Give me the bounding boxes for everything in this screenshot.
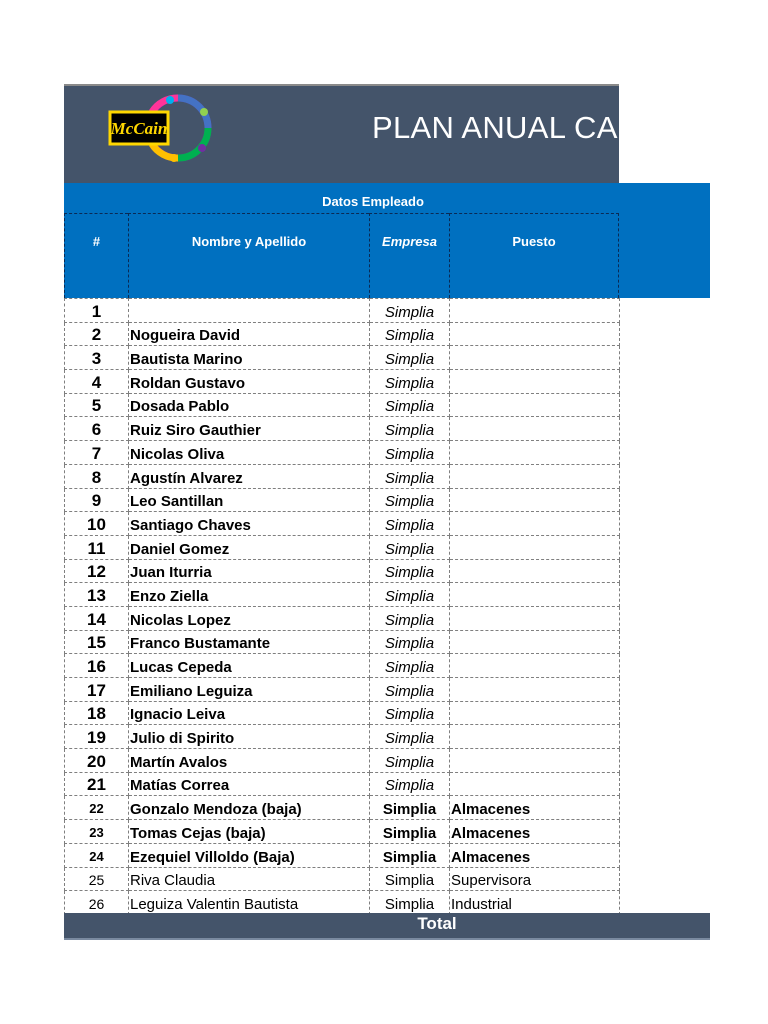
- row-number[interactable]: 12: [65, 559, 129, 583]
- table-row: [65, 725, 620, 749]
- row-number[interactable]: 21: [65, 772, 129, 796]
- table-row: [65, 796, 620, 820]
- employee-name-cell[interactable]: Leguiza Valentin Bautista: [129, 891, 370, 915]
- empresa-cell[interactable]: Simplia: [370, 417, 450, 441]
- employee-name-cell[interactable]: Daniel Gomez: [129, 535, 370, 559]
- employee-name-cell[interactable]: Nicolas Lopez: [129, 606, 370, 630]
- puesto-cell[interactable]: [450, 701, 620, 725]
- employee-name-cell[interactable]: Dosada Pablo: [129, 393, 370, 417]
- row-number[interactable]: 19: [65, 725, 129, 749]
- puesto-cell[interactable]: [450, 559, 620, 583]
- empresa-cell[interactable]: Simplia: [370, 393, 450, 417]
- table-row: [65, 772, 620, 796]
- puesto-cell[interactable]: [450, 772, 620, 796]
- employee-name-cell[interactable]: Riva Claudia: [129, 867, 370, 891]
- row-number[interactable]: 20: [65, 749, 129, 773]
- row-number[interactable]: 4: [65, 370, 129, 394]
- row-number[interactable]: 10: [65, 512, 129, 536]
- employee-name-cell[interactable]: Franco Bustamante: [129, 630, 370, 654]
- empresa-cell[interactable]: Simplia: [370, 370, 450, 394]
- employee-name-cell[interactable]: Roldan Gustavo: [129, 370, 370, 394]
- empresa-cell[interactable]: Simplia: [370, 322, 450, 346]
- mccain-logo: [108, 90, 220, 168]
- employee-name-cell[interactable]: Martín Avalos: [129, 749, 370, 773]
- empresa-cell[interactable]: Simplia: [370, 606, 450, 630]
- employee-name-cell[interactable]: Tomas Cejas (baja): [129, 820, 370, 844]
- puesto-cell[interactable]: Supervisora: [450, 867, 620, 891]
- row-number[interactable]: 2: [65, 322, 129, 346]
- row-number[interactable]: 14: [65, 606, 129, 630]
- table-row: [65, 583, 620, 607]
- table-row: [65, 678, 620, 702]
- empresa-cell[interactable]: Simplia: [370, 749, 450, 773]
- empresa-cell[interactable]: Simplia: [370, 346, 450, 370]
- table-row: [65, 559, 620, 583]
- table-row: [65, 535, 620, 559]
- puesto-cell[interactable]: [450, 678, 620, 702]
- table-row: [65, 488, 620, 512]
- row-number[interactable]: 8: [65, 464, 129, 488]
- puesto-cell[interactable]: [450, 535, 620, 559]
- row-number[interactable]: 9: [65, 488, 129, 512]
- puesto-cell[interactable]: [450, 749, 620, 773]
- table-row: [65, 606, 620, 630]
- puesto-cell[interactable]: Almacenes: [450, 796, 620, 820]
- col-header-empresa: Empresa: [369, 213, 449, 298]
- empresa-cell[interactable]: Simplia: [370, 535, 450, 559]
- col-header-name: Nombre y Apellido: [128, 213, 369, 298]
- table-row: [65, 843, 620, 867]
- puesto-cell[interactable]: [450, 393, 620, 417]
- row-number[interactable]: 11: [65, 535, 129, 559]
- employee-name-cell[interactable]: Leo Santillan: [129, 488, 370, 512]
- puesto-cell[interactable]: Industrial: [450, 891, 620, 915]
- empresa-cell[interactable]: Simplia: [370, 512, 450, 536]
- empresa-cell[interactable]: Simplia: [370, 678, 450, 702]
- puesto-cell[interactable]: [450, 299, 620, 323]
- employee-name-cell[interactable]: Juan Iturria: [129, 559, 370, 583]
- svg-text:McCain: McCain: [110, 119, 168, 138]
- row-number[interactable]: 25: [65, 867, 129, 891]
- empresa-cell[interactable]: Simplia: [370, 299, 450, 323]
- empresa-cell[interactable]: Simplia: [370, 654, 450, 678]
- puesto-cell[interactable]: [450, 322, 620, 346]
- puesto-cell[interactable]: [450, 464, 620, 488]
- table-row: [65, 441, 620, 465]
- employee-name-cell[interactable]: Ignacio Leiva: [129, 701, 370, 725]
- row-number[interactable]: 24: [65, 843, 129, 867]
- table-row: [65, 512, 620, 536]
- puesto-cell[interactable]: Almacenes: [450, 820, 620, 844]
- row-number[interactable]: 5: [65, 393, 129, 417]
- employee-name-cell[interactable]: Julio di Spirito: [129, 725, 370, 749]
- employee-name-cell[interactable]: Matías Correa: [129, 772, 370, 796]
- table-row: [65, 701, 620, 725]
- row-number[interactable]: 13: [65, 583, 129, 607]
- table-row: [65, 820, 620, 844]
- employee-name-cell[interactable]: Santiago Chaves: [129, 512, 370, 536]
- total-label: Total: [417, 914, 457, 933]
- empresa-cell[interactable]: Simplia: [370, 725, 450, 749]
- table-row: [65, 299, 620, 323]
- row-number[interactable]: 26: [65, 891, 129, 915]
- row-number[interactable]: 3: [65, 346, 129, 370]
- table-row: [65, 322, 620, 346]
- puesto-cell[interactable]: Almacenes: [450, 843, 620, 867]
- table-row: [65, 891, 620, 915]
- puesto-cell[interactable]: [450, 583, 620, 607]
- puesto-cell[interactable]: [450, 630, 620, 654]
- puesto-cell[interactable]: [450, 512, 620, 536]
- puesto-cell[interactable]: [450, 346, 620, 370]
- employee-name-cell[interactable]: Agustín Alvarez: [129, 464, 370, 488]
- empresa-cell[interactable]: Simplia: [370, 820, 450, 844]
- row-number[interactable]: 23: [65, 820, 129, 844]
- table-row: [65, 393, 620, 417]
- table-row: [65, 749, 620, 773]
- page-title: PLAN ANUAL CAP: [372, 110, 639, 145]
- table-row: [65, 417, 620, 441]
- empresa-cell[interactable]: Simplia: [370, 630, 450, 654]
- puesto-cell[interactable]: [450, 417, 620, 441]
- row-number[interactable]: 6: [65, 417, 129, 441]
- puesto-cell[interactable]: [450, 370, 620, 394]
- empresa-cell[interactable]: Simplia: [370, 867, 450, 891]
- col-header-puesto: Puesto: [449, 213, 619, 298]
- table-row: [65, 867, 620, 891]
- empresa-cell[interactable]: Simplia: [370, 583, 450, 607]
- empresa-cell[interactable]: Simplia: [370, 891, 450, 915]
- empresa-cell[interactable]: Simplia: [370, 701, 450, 725]
- empresa-cell[interactable]: Simplia: [370, 772, 450, 796]
- puesto-cell[interactable]: [450, 488, 620, 512]
- row-number[interactable]: 7: [65, 441, 129, 465]
- employee-table: [64, 298, 620, 915]
- employee-name-cell[interactable]: Ruiz Siro Gauthier: [129, 417, 370, 441]
- row-number[interactable]: 16: [65, 654, 129, 678]
- employee-name-cell[interactable]: Enzo Ziella: [129, 583, 370, 607]
- employee-name-cell[interactable]: Bautista Marino: [129, 346, 370, 370]
- row-number[interactable]: 15: [65, 630, 129, 654]
- puesto-cell[interactable]: [450, 606, 620, 630]
- empresa-cell[interactable]: Simplia: [370, 464, 450, 488]
- puesto-cell[interactable]: [450, 725, 620, 749]
- empresa-cell[interactable]: Simplia: [370, 843, 450, 867]
- table-row: [65, 654, 620, 678]
- group-title: Datos Empleado: [322, 194, 424, 209]
- employee-name-cell[interactable]: Nicolas Oliva: [129, 441, 370, 465]
- col-header-number: #: [64, 213, 128, 298]
- row-number[interactable]: 1: [65, 299, 129, 323]
- employee-name-cell[interactable]: [129, 299, 370, 323]
- row-number[interactable]: 22: [65, 796, 129, 820]
- row-number[interactable]: 17: [65, 678, 129, 702]
- table-row: [65, 370, 620, 394]
- empresa-cell[interactable]: Simplia: [370, 559, 450, 583]
- table-row: [65, 630, 620, 654]
- employee-name-cell[interactable]: Lucas Cepeda: [129, 654, 370, 678]
- employee-name-cell[interactable]: Nogueira David: [129, 322, 370, 346]
- table-row: [65, 464, 620, 488]
- puesto-cell[interactable]: [450, 654, 620, 678]
- puesto-cell[interactable]: [450, 441, 620, 465]
- empresa-cell[interactable]: Simplia: [370, 488, 450, 512]
- employee-name-cell[interactable]: Gonzalo Mendoza (baja): [129, 796, 370, 820]
- row-number[interactable]: 18: [65, 701, 129, 725]
- employee-name-cell[interactable]: Emiliano Leguiza: [129, 678, 370, 702]
- empresa-cell[interactable]: Simplia: [370, 796, 450, 820]
- empresa-cell[interactable]: Simplia: [370, 441, 450, 465]
- employee-name-cell[interactable]: Ezequiel Villoldo (Baja): [129, 843, 370, 867]
- table-row: [65, 346, 620, 370]
